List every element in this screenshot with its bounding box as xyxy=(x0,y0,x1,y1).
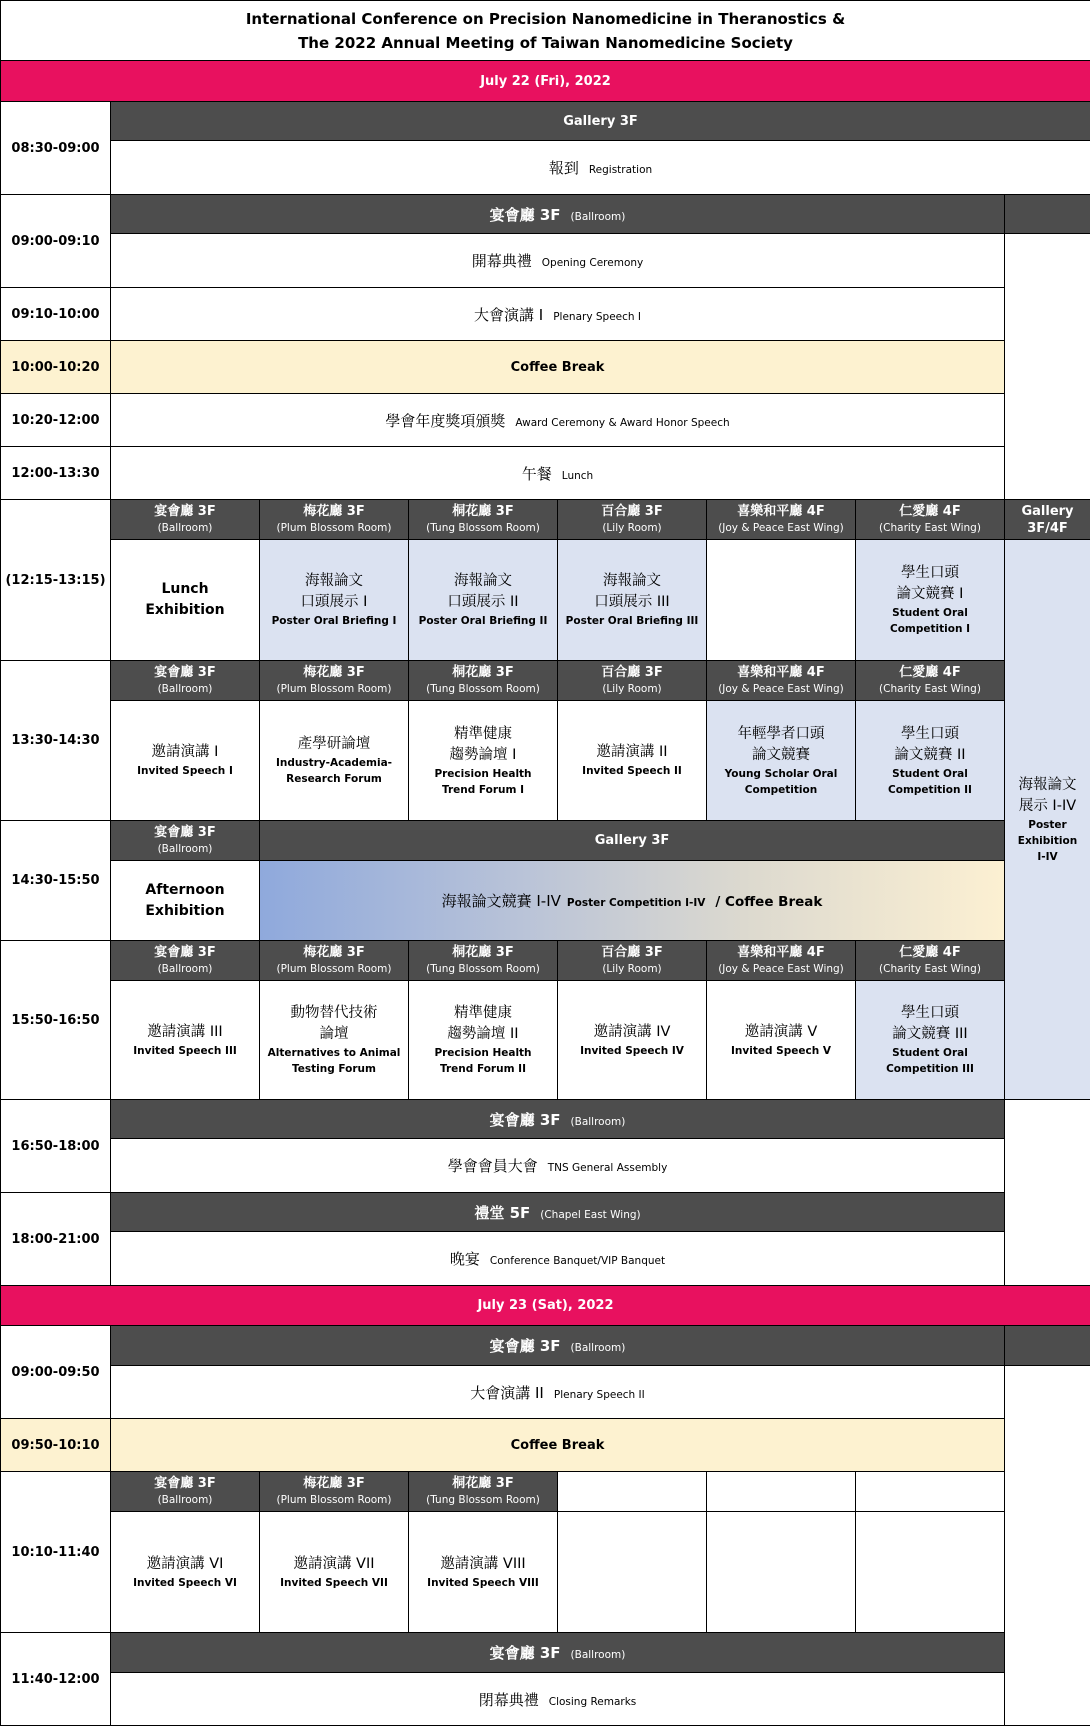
gallery-side-bar xyxy=(1004,1325,1090,1366)
label-en: Registration xyxy=(588,164,653,176)
text: 10:00-10:20 xyxy=(11,359,100,375)
venue-name: 3F/4F xyxy=(1027,520,1068,536)
venue-name: 百合廳 3F xyxy=(601,945,663,960)
session-line: 邀請演講 VII xyxy=(293,1555,375,1572)
venue-subname: (Joy & Peace East Wing) xyxy=(718,963,844,975)
day-header xyxy=(0,1285,1090,1326)
title-line: International Conference on Precision Nanomedicine in Theranostics & xyxy=(245,9,846,28)
session-cell xyxy=(557,539,707,661)
session-line: Young Scholar Oral xyxy=(724,767,838,780)
session-line: Invited Speech I xyxy=(137,765,233,777)
label xyxy=(470,1382,645,1403)
label xyxy=(479,1689,637,1710)
session-line: Competition III xyxy=(886,1063,974,1075)
venue-name: 喜樂和平廳 4F xyxy=(737,945,825,960)
venue-header-plum xyxy=(259,660,409,701)
gallery-side-blank xyxy=(1004,1099,1090,1286)
session-line: Trend Forum II xyxy=(440,1063,526,1075)
label-zh: 學會會員大會 xyxy=(447,1157,538,1175)
label-zh: 宴會廳 3F xyxy=(489,1110,561,1129)
session-line: 邀請演講 I xyxy=(151,744,219,760)
venue-subname: (Tung Blossom Room) xyxy=(426,1494,540,1506)
session-cell xyxy=(706,980,856,1100)
session-line: 邀請演講 VIII xyxy=(440,1555,526,1572)
venue-header-tung xyxy=(408,660,558,701)
venue-subname: (Lily Room) xyxy=(602,683,662,695)
text: Gallery 3F xyxy=(594,833,670,848)
session-line: 趨勢論壇 I xyxy=(449,746,517,763)
venue-name: 梅花廳 3F xyxy=(303,945,365,960)
session-line: 口頭展示 I xyxy=(300,594,368,610)
session-cell xyxy=(706,700,856,821)
session-line: Student Oral xyxy=(892,1047,968,1059)
session-cell xyxy=(557,700,707,821)
session-line: I-IV xyxy=(1037,850,1058,863)
label xyxy=(474,1202,640,1223)
venue-bar xyxy=(110,1099,1005,1139)
session-cell xyxy=(706,539,856,661)
venue-header-plum xyxy=(259,940,409,981)
venue-name: 仁愛廳 4F xyxy=(899,504,961,519)
label-en: Opening Ceremony xyxy=(541,257,644,269)
label xyxy=(385,410,729,431)
session-line: Exhibition xyxy=(1017,834,1078,847)
venue-name: 宴會廳 3F xyxy=(154,825,216,840)
session-cell xyxy=(259,539,409,661)
session-line: 動物替代技術 xyxy=(290,1005,378,1021)
session-line: Competition II xyxy=(888,783,972,796)
session-cell xyxy=(110,1138,1005,1193)
venue-header-joy xyxy=(706,499,856,540)
session-cell xyxy=(110,1672,1005,1726)
venue-subname: (Plum Blossom Room) xyxy=(276,522,392,534)
text: 08:30-09:00 xyxy=(11,140,100,156)
label-en: Plenary Speech II xyxy=(553,1388,645,1401)
label-zh: 海報論文競賽 I-IV xyxy=(441,892,561,910)
label-en: Poster Competition I-IV xyxy=(566,897,706,909)
session-line: 學生口頭 xyxy=(901,565,959,581)
poster-exhibition xyxy=(1004,539,1090,1100)
venue-header-charity xyxy=(855,660,1005,701)
venue-bar xyxy=(110,1192,1005,1232)
venue-header-ballroom xyxy=(110,660,260,701)
session-cell xyxy=(110,393,1005,447)
label-en: Award Ceremony & Award Honor Speech xyxy=(515,416,730,429)
session-line: Invited Speech VI xyxy=(133,1576,237,1589)
coffee-break xyxy=(110,1418,1005,1472)
venue-subname: (Charity East Wing) xyxy=(879,963,981,975)
venue-header-tung xyxy=(408,1471,558,1512)
session-line: 邀請演講 VI xyxy=(146,1555,224,1572)
text: 09:10-10:00 xyxy=(11,306,100,322)
session-line: 邀請演講 V xyxy=(744,1023,818,1040)
time-slot xyxy=(0,660,111,821)
time-slot xyxy=(0,1471,111,1633)
session-line: Student Oral xyxy=(892,607,968,619)
venue-subname: (Joy & Peace East Wing) xyxy=(718,522,844,534)
session-line: Exhibition xyxy=(145,902,225,919)
venue-subname: (Charity East Wing) xyxy=(879,683,981,695)
session-line: Trend Forum I xyxy=(441,783,525,796)
text: 14:30-15:50 xyxy=(11,873,100,888)
venue-header-lily xyxy=(557,660,707,701)
label-zh: 報到 xyxy=(548,159,579,177)
label xyxy=(450,1248,665,1269)
venue-header-charity xyxy=(855,499,1005,540)
session-line: 海報論文 xyxy=(1018,776,1077,793)
venue-name: 桐花廳 3F xyxy=(452,945,514,960)
session-line: Competition I xyxy=(890,623,970,635)
label xyxy=(490,204,626,225)
label-en: Lunch xyxy=(561,469,594,482)
label-zh: 宴會廳 3F xyxy=(489,1644,561,1662)
venue-header-ballroom xyxy=(110,499,260,540)
day-label: July 23 (Sat), 2022 xyxy=(477,1298,614,1313)
time-slot xyxy=(0,499,111,661)
label-zh: 宴會廳 3F xyxy=(489,205,561,224)
session-line: Competition xyxy=(744,783,818,796)
session-cell xyxy=(110,539,260,661)
label-zh: 禮堂 5F xyxy=(474,1203,531,1222)
session-line: Exhibition xyxy=(145,602,225,618)
session-line: 學生口頭 xyxy=(901,1005,959,1021)
venue-subname: (Ballroom) xyxy=(157,683,213,695)
session-line: Afternoon xyxy=(145,881,225,898)
text: 15:50-16:50 xyxy=(11,1012,100,1028)
session-line: Invited Speech V xyxy=(731,1044,831,1057)
session-line: Precision Health xyxy=(434,767,532,780)
venue-header-gallery xyxy=(1004,499,1090,540)
session-line: 論文競賽 I xyxy=(896,586,964,602)
session-cell xyxy=(408,700,558,821)
venue-subname: (Plum Blossom Room) xyxy=(276,963,392,975)
venue-header-plum xyxy=(259,1471,409,1512)
venue-subname: (Tung Blossom Room) xyxy=(426,683,540,695)
time-slot xyxy=(0,1632,111,1726)
venue-name: 百合廳 3F xyxy=(601,504,663,519)
venue-header-lily xyxy=(557,940,707,981)
session-cell xyxy=(110,287,1005,341)
text: 18:00-21:00 xyxy=(11,1231,100,1247)
label xyxy=(474,304,641,325)
session-line: 展示 I-IV xyxy=(1018,797,1077,814)
label xyxy=(472,250,644,271)
venue-subname: (Lily Room) xyxy=(602,963,662,975)
session-cell xyxy=(110,1231,1005,1286)
venue-bar xyxy=(110,194,1005,234)
session-cell xyxy=(110,980,260,1100)
session-cell xyxy=(855,700,1005,821)
label-zh: 閉幕典禮 xyxy=(478,1690,539,1709)
label-en: (Chapel East Wing) xyxy=(540,1208,641,1221)
venue-name: Gallery xyxy=(1021,503,1074,519)
time-slot xyxy=(0,1418,111,1472)
venue-header-lily xyxy=(557,499,707,540)
session-line: Invited Speech II xyxy=(582,765,682,777)
session-line: 論壇 xyxy=(319,1026,349,1042)
venue-subname: (Plum Blossom Room) xyxy=(276,1494,392,1506)
text: 09:00-09:50 xyxy=(11,1364,100,1380)
session-line: 口頭展示 III xyxy=(594,594,670,610)
session-line: 論文競賽 III xyxy=(892,1026,968,1042)
venue-header-ballroom xyxy=(110,1471,260,1512)
label-zh: 晚宴 xyxy=(449,1250,480,1268)
venue-header-joy xyxy=(706,940,856,981)
label xyxy=(490,1642,626,1663)
poster-competition xyxy=(259,860,1005,941)
time-slot xyxy=(0,940,111,1100)
session-cell xyxy=(408,1511,558,1633)
time-slot xyxy=(0,1325,111,1419)
venue-subname: (Joy & Peace East Wing) xyxy=(718,683,844,695)
session-line: Invited Speech VII xyxy=(280,1576,388,1589)
session-line: 邀請演講 IV xyxy=(593,1023,671,1040)
venue-name: 梅花廳 3F xyxy=(303,665,365,680)
session-cell xyxy=(110,233,1005,288)
venue-name: 梅花廳 3F xyxy=(303,1476,365,1491)
venue-subname: (Ballroom) xyxy=(157,1494,213,1506)
venue-name: 宴會廳 3F xyxy=(154,1476,216,1491)
gallery-side-blank xyxy=(1004,233,1090,500)
venue-header-tung xyxy=(408,499,558,540)
text: 10:20-12:00 xyxy=(11,412,100,428)
session-line: Lunch xyxy=(161,581,209,597)
session-line: Poster Oral Briefing III xyxy=(565,615,699,627)
venue-header-plum xyxy=(259,499,409,540)
venue-bar xyxy=(110,1325,1005,1366)
session-cell xyxy=(408,980,558,1100)
label-zh: 大會演講 I xyxy=(474,305,544,324)
empty-cell xyxy=(706,1471,856,1512)
coffee-label: Coffee Break xyxy=(510,1437,605,1453)
venue-bar xyxy=(110,1632,1005,1673)
session-line: 學生口頭 xyxy=(901,725,959,742)
text: 09:00-09:10 xyxy=(11,233,100,249)
day-header xyxy=(0,60,1090,102)
time-slot xyxy=(0,1192,111,1286)
empty-cell xyxy=(557,1511,707,1633)
session-line: 論文競賽 xyxy=(752,746,810,763)
label xyxy=(442,890,823,911)
empty-cell xyxy=(855,1471,1005,1512)
label xyxy=(490,1335,626,1356)
session-line: Invited Speech IV xyxy=(580,1044,684,1057)
session-line: Precision Health xyxy=(434,1047,532,1059)
label-zh: 宴會廳 3F xyxy=(489,1337,561,1355)
label xyxy=(549,157,652,178)
venue-name: 宴會廳 3F xyxy=(154,945,216,960)
venue-subname: (Ballroom) xyxy=(157,843,213,855)
text: 13:30-14:30 xyxy=(11,733,100,748)
session-cell xyxy=(259,700,409,821)
session-line: Poster Oral Briefing I xyxy=(271,615,397,627)
empty-cell xyxy=(557,1471,707,1512)
coffee-break xyxy=(110,340,1005,394)
page-title xyxy=(0,0,1090,61)
time-slot xyxy=(0,287,111,341)
session-line: 海報論文 xyxy=(305,573,363,589)
session-line: Invited Speech VIII xyxy=(427,1576,539,1589)
session-cell xyxy=(855,980,1005,1100)
label xyxy=(448,1155,668,1176)
venue-name: 喜樂和平廳 4F xyxy=(737,665,825,680)
text: 11:40-12:00 xyxy=(11,1671,100,1687)
venue-header-joy xyxy=(706,660,856,701)
time-slot xyxy=(0,194,111,288)
session-line: 邀請演講 III xyxy=(147,1023,223,1040)
venue-name: 桐花廳 3F xyxy=(452,504,514,519)
session-line: 精準健康 xyxy=(454,725,512,742)
label-en: (Ballroom) xyxy=(570,210,626,223)
venue-name: 桐花廳 3F xyxy=(452,1476,514,1491)
gallery-side-bar xyxy=(1004,194,1090,234)
venue-subname: (Ballroom) xyxy=(157,963,213,975)
venue-bar xyxy=(259,820,1005,861)
text: 16:50-18:00 xyxy=(11,1138,100,1154)
label xyxy=(522,463,593,484)
venue-name: 梅花廳 3F xyxy=(303,504,365,519)
venue-header-ballroom xyxy=(110,820,260,861)
label-en: TNS General Assembly xyxy=(547,1162,668,1174)
coffee-label: Coffee Break xyxy=(510,359,605,375)
label-zh: 午餐 xyxy=(521,464,552,483)
venue-name: 宴會廳 3F xyxy=(154,504,216,519)
venue-subname: (Plum Blossom Room) xyxy=(276,683,392,695)
gallery-side-blank xyxy=(1004,1365,1090,1726)
venue-subname: (Tung Blossom Room) xyxy=(426,963,540,975)
session-line: 趨勢論壇 II xyxy=(447,1026,519,1042)
session-cell xyxy=(110,446,1005,500)
time-slot xyxy=(0,446,111,500)
session-line: Student Oral xyxy=(892,767,968,780)
label-en: (Ballroom) xyxy=(570,1115,626,1128)
empty-cell xyxy=(855,1511,1005,1633)
venue-name: 桐花廳 3F xyxy=(452,665,514,680)
session-cell xyxy=(110,140,1090,195)
venue-header-tung xyxy=(408,940,558,981)
venue-subname: (Lily Room) xyxy=(602,522,662,534)
session-line: 年輕學者口頭 xyxy=(737,725,825,742)
session-line: 論文競賽 II xyxy=(894,746,966,763)
venue-name: 宴會廳 3F xyxy=(154,665,216,680)
label-en: Plenary Speech I xyxy=(553,310,641,323)
session-cell xyxy=(557,980,707,1100)
venue-bar xyxy=(110,101,1090,141)
session-line: 口頭展示 II xyxy=(447,594,519,610)
session-line: Poster xyxy=(1028,818,1067,831)
label-zh: 大會演講 II xyxy=(470,1383,544,1402)
session-line: 海報論文 xyxy=(603,573,661,589)
text: 10:10-11:40 xyxy=(11,1544,100,1560)
day-label: July 22 (Fri), 2022 xyxy=(480,73,611,89)
time-slot xyxy=(0,820,111,941)
venue-subname: (Charity East Wing) xyxy=(879,522,981,534)
session-cell xyxy=(110,1511,260,1633)
label-en: / Coffee Break xyxy=(715,894,823,910)
session-cell xyxy=(259,1511,409,1633)
session-line: Testing Forum xyxy=(292,1063,376,1075)
label-en: Closing Remarks xyxy=(548,1695,637,1708)
time-slot xyxy=(0,101,111,195)
text: 12:00-13:30 xyxy=(11,465,100,481)
session-cell xyxy=(110,700,260,821)
label-zh: 開幕典禮 xyxy=(471,252,532,270)
text: (12:15-13:15) xyxy=(5,572,106,588)
session-line: Industry-Academia- xyxy=(275,757,393,769)
label-en: Conference Banquet/VIP Banquet xyxy=(489,1255,666,1267)
session-cell xyxy=(259,980,409,1100)
label-en: (Ballroom) xyxy=(570,1342,626,1354)
session-line: 精準健康 xyxy=(454,1005,512,1021)
venue-name: 喜樂和平廳 4F xyxy=(737,504,825,519)
time-slot xyxy=(0,340,111,394)
label-zh: 學會年度獎項頒獎 xyxy=(385,411,506,430)
title-line: The 2022 Annual Meeting of Taiwan Nanomedicine Society xyxy=(298,33,793,52)
text: 09:50-10:10 xyxy=(11,1437,100,1453)
session-cell xyxy=(855,539,1005,661)
venue-subname: (Tung Blossom Room) xyxy=(426,522,540,534)
session-line: Alternatives to Animal xyxy=(267,1047,401,1059)
venue-header-charity xyxy=(855,940,1005,981)
session-line: 產學研論壇 xyxy=(297,736,371,752)
venue-name: 仁愛廳 4F xyxy=(899,945,961,960)
label xyxy=(490,1109,626,1130)
label-en: (Ballroom) xyxy=(570,1649,626,1661)
venue-name: 百合廳 3F xyxy=(601,665,663,680)
time-slot xyxy=(0,1099,111,1193)
session-line: Poster Oral Briefing II xyxy=(418,615,548,627)
session-line: 海報論文 xyxy=(454,573,512,589)
session-line: Invited Speech III xyxy=(133,1044,237,1057)
session-cell xyxy=(110,1365,1005,1419)
empty-cell xyxy=(706,1511,856,1633)
session-cell xyxy=(110,860,260,941)
session-line: Research Forum xyxy=(286,773,382,785)
venue-header-ballroom xyxy=(110,940,260,981)
time-slot xyxy=(0,393,111,447)
session-cell xyxy=(408,539,558,661)
session-line: 邀請演講 II xyxy=(596,744,668,760)
venue-subname: (Ballroom) xyxy=(157,522,213,534)
text: Gallery 3F xyxy=(563,113,638,129)
venue-name: 仁愛廳 4F xyxy=(899,665,961,680)
